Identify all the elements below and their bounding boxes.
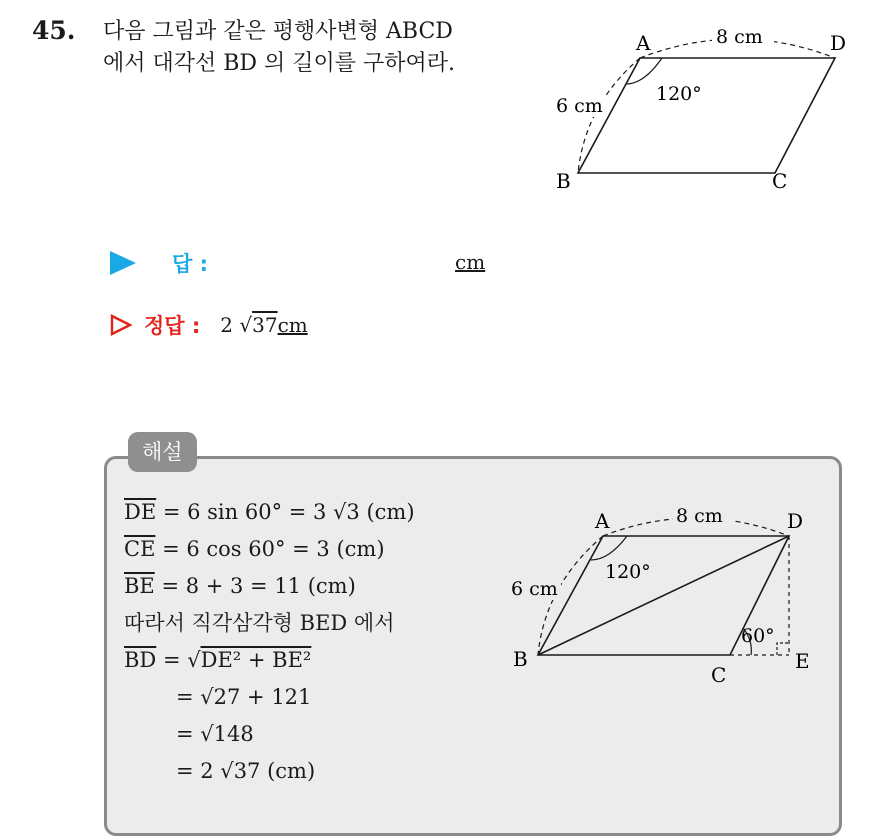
- answer-row: [110, 247, 208, 279]
- vertex-d: D: [830, 31, 847, 55]
- solution-line-4: 따라서 직각삼각형 BED 에서: [124, 611, 395, 635]
- answer-key-radicand: 37: [252, 313, 278, 337]
- vertex-b: B: [556, 169, 571, 193]
- answer-key-coef: 2: [220, 313, 234, 337]
- side-ad-label: 8 cm: [716, 26, 763, 48]
- right-angle-mark: [777, 643, 789, 655]
- angle-arc-a: [626, 58, 662, 84]
- solution-line-8: = 2 √37 (cm): [176, 759, 316, 783]
- solution-tab: 해설: [128, 432, 197, 472]
- play-triangle-icon: [110, 251, 136, 275]
- vertex-c: C: [772, 169, 788, 193]
- angle-label: 120°: [656, 83, 702, 105]
- angle-a-label: 120°: [605, 561, 651, 583]
- solution-line-6: = √27 + 121: [176, 685, 312, 709]
- angle-c-label: 60°: [741, 625, 775, 647]
- question-line-1: 다음 그림과 같은 평행사변형 ABCD: [103, 19, 453, 44]
- vertex-e: E: [795, 649, 810, 673]
- side-ab-label-2: 6 cm: [511, 578, 558, 600]
- answer-key-row: [110, 309, 308, 341]
- answer-unit: cm: [455, 250, 486, 274]
- answer-key-value: 2 √37cm: [220, 313, 308, 337]
- side-ad-label-2: 8 cm: [676, 505, 723, 527]
- outline-triangle-icon: [110, 314, 132, 336]
- question-text: [103, 16, 455, 80]
- question-number: 45.: [32, 16, 76, 45]
- answer-key-label: 정답 :: [144, 314, 201, 338]
- vertex-d-2: D: [787, 509, 804, 533]
- solution-line-7: = √148: [176, 722, 254, 746]
- vertex-a: A: [636, 31, 651, 55]
- solution-line-2: $\overline{CE} = 6$ cos 60° = 3 (cm): [124, 537, 385, 561]
- question-line-2: 에서 대각선 BD 의 길이를 구하여라.: [103, 51, 456, 76]
- answer-key-unit: cm: [277, 313, 308, 337]
- vertex-c-2: C: [711, 663, 727, 687]
- solution-line-3: $\overline{BE} = 8 + 3 = 11$ (cm): [124, 574, 356, 598]
- solution-line-5: $\overline{BD} = √DE^2 + BE^2$: [124, 648, 312, 672]
- vertex-a-2: A: [595, 509, 610, 533]
- parallelogram-figure: [540, 20, 860, 200]
- side-ab-label: 6 cm: [556, 95, 603, 117]
- vertex-b-2: B: [513, 647, 528, 671]
- solution-figure: [505, 500, 825, 700]
- parallelogram-shape: [578, 58, 835, 173]
- solution-line-1: $\overline{DE} = 6$ sin 60° = 3 √3 (cm): [124, 500, 415, 524]
- answer-label: 답 :: [172, 252, 208, 276]
- solution-text: [124, 494, 415, 790]
